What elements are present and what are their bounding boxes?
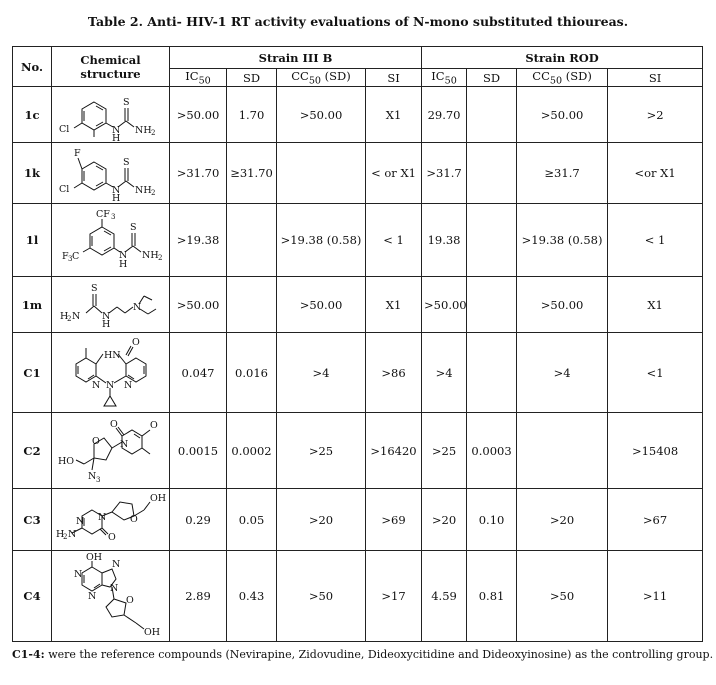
strain1-sd: 0.016 xyxy=(227,333,277,413)
strain1-cc50: >19.38 (0.58) xyxy=(277,204,366,277)
table-row xyxy=(13,143,703,204)
chemical-structure-1k xyxy=(52,143,170,204)
svg-text:N: N xyxy=(87,470,96,482)
svg-text:H: H xyxy=(59,310,68,322)
strain1-si: >17 xyxy=(366,551,422,642)
header-structure: Chemical structure xyxy=(52,47,170,87)
svg-text:O: O xyxy=(149,419,158,431)
svg-text:N: N xyxy=(111,559,120,571)
strain2-ic50: >4 xyxy=(422,333,467,413)
svg-text:2: 2 xyxy=(150,128,155,137)
chemical-structure-c3 xyxy=(52,489,170,551)
svg-text:N: N xyxy=(73,569,82,581)
strain1-ic50: >50.00 xyxy=(170,277,227,333)
svg-text:H: H xyxy=(101,318,110,330)
strain2-ic50: >50.00 xyxy=(422,277,467,333)
compound-id: C3 xyxy=(13,489,52,551)
svg-text:H: H xyxy=(55,528,64,540)
svg-text:N: N xyxy=(118,250,127,262)
strain2-sd xyxy=(467,204,517,277)
header-sd: SD xyxy=(227,69,277,87)
table-row xyxy=(13,413,703,489)
chemical-structure-1c xyxy=(52,87,170,143)
svg-text:S: S xyxy=(90,282,98,294)
compound-id: C4 xyxy=(13,551,52,642)
svg-text:OH: OH xyxy=(143,627,160,639)
strain1-si: < 1 xyxy=(366,204,422,277)
strain1-sd: 0.0002 xyxy=(227,413,277,489)
strain2-sd xyxy=(467,277,517,333)
strain1-si: X1 xyxy=(366,87,422,143)
strain1-sd: 0.05 xyxy=(227,489,277,551)
header-strain-iiib: Strain III B xyxy=(170,47,422,69)
chemical-structure-c4 xyxy=(52,551,170,642)
svg-text:CF: CF xyxy=(95,209,110,221)
svg-text:Cl: Cl xyxy=(58,184,69,196)
strain2-sd: 0.10 xyxy=(467,489,517,551)
chemical-structure-c2 xyxy=(52,413,170,489)
strain2-cc50: >50.00 xyxy=(517,277,608,333)
strain2-sd xyxy=(467,87,517,143)
table-row xyxy=(13,551,703,642)
strain2-cc50: >50.00 xyxy=(517,87,608,143)
strain2-cc50: >4 xyxy=(517,333,608,413)
svg-text:NH: NH xyxy=(134,124,152,136)
header-ic50: $IC_{50}$ xyxy=(422,69,467,87)
strain1-si: >16420 xyxy=(366,413,422,489)
chemical-structure-1l xyxy=(52,204,170,277)
svg-text:F: F xyxy=(73,148,81,160)
svg-text:H: H xyxy=(111,193,120,205)
svg-text:3: 3 xyxy=(95,475,100,484)
header-sd: SD xyxy=(467,69,517,87)
strain2-si: < 1 xyxy=(608,204,703,277)
strain2-cc50: >50 xyxy=(517,551,608,642)
compound-id: 1k xyxy=(13,143,52,204)
strain1-ic50: >31.70 xyxy=(170,143,227,204)
svg-text:O: O xyxy=(91,435,100,447)
strain2-ic50: 29.70 xyxy=(422,87,467,143)
svg-text:N: N xyxy=(75,515,84,527)
strain1-si: >69 xyxy=(366,489,422,551)
strain2-cc50 xyxy=(517,413,608,489)
strain1-si: < or X1 xyxy=(366,143,422,204)
strain1-cc50 xyxy=(277,143,366,204)
svg-text:O: O xyxy=(109,418,118,430)
strain1-sd: 0.43 xyxy=(227,551,277,642)
svg-text:H: H xyxy=(118,259,127,271)
strain2-sd xyxy=(467,143,517,204)
strain2-sd xyxy=(467,333,517,413)
svg-text:N: N xyxy=(67,528,76,540)
table-row xyxy=(13,87,703,143)
svg-text:3: 3 xyxy=(110,213,115,222)
strain1-cc50: >4 xyxy=(277,333,366,413)
svg-text:Cl: Cl xyxy=(58,123,69,135)
strain2-ic50: 4.59 xyxy=(422,551,467,642)
compound-id: C2 xyxy=(13,413,52,489)
svg-text:S: S xyxy=(122,96,130,108)
svg-text:O: O xyxy=(131,336,140,348)
strain2-ic50: 19.38 xyxy=(422,204,467,277)
header-si: SI xyxy=(608,69,703,87)
strain1-si: X1 xyxy=(366,277,422,333)
svg-text:2: 2 xyxy=(66,314,71,323)
svg-text:2: 2 xyxy=(150,189,155,198)
table-row xyxy=(13,489,703,551)
svg-text:N: N xyxy=(109,583,118,595)
strain1-cc50: >50 xyxy=(277,551,366,642)
strain2-si: <1 xyxy=(608,333,703,413)
strain2-si: >15408 xyxy=(608,413,703,489)
strain2-cc50: >20 xyxy=(517,489,608,551)
strain2-sd: 0.0003 xyxy=(467,413,517,489)
table-row xyxy=(13,333,703,413)
svg-text:N: N xyxy=(101,310,110,322)
strain1-ic50: 0.047 xyxy=(170,333,227,413)
svg-text:NH: NH xyxy=(134,185,152,197)
svg-text:HN: HN xyxy=(103,349,121,361)
strain2-si: <or X1 xyxy=(608,143,703,204)
strain1-sd xyxy=(227,204,277,277)
strain2-si: >67 xyxy=(608,489,703,551)
svg-text:N: N xyxy=(132,301,141,313)
header-no: No. xyxy=(13,47,52,87)
strain1-ic50: 0.29 xyxy=(170,489,227,551)
strain1-ic50: 2.89 xyxy=(170,551,227,642)
strain2-ic50: >31.7 xyxy=(422,143,467,204)
strain2-ic50: >20 xyxy=(422,489,467,551)
header-cc50: $CC_{50}$ (SD) xyxy=(277,69,366,87)
table-row xyxy=(13,204,703,277)
strain1-cc50: >25 xyxy=(277,413,366,489)
strain1-sd: ≥31.70 xyxy=(227,143,277,204)
strain1-cc50: >50.00 xyxy=(277,277,366,333)
chemical-structure-c1 xyxy=(52,333,170,413)
svg-text:N: N xyxy=(123,379,132,391)
activity-table xyxy=(12,46,703,642)
svg-text:OH: OH xyxy=(85,552,102,564)
strain2-si: >11 xyxy=(608,551,703,642)
svg-text:N: N xyxy=(91,379,100,391)
svg-text:S: S xyxy=(122,157,130,169)
table-title: Table 2. Anti- HIV-1 RT activity evaluations of N-mono substituted thioureas. xyxy=(87,14,629,29)
svg-text:H: H xyxy=(111,132,120,144)
footnote: C1-4: were the reference compounds (Nevirapine, Zidovudine, Dideoxycitidine and Dideoxyinosine) as the controlling group. xyxy=(12,648,714,661)
svg-text:3: 3 xyxy=(67,255,72,264)
header-cc50: $CC_{50}$ (SD) xyxy=(517,69,608,87)
strain1-ic50: 0.0015 xyxy=(170,413,227,489)
compound-id: 1l xyxy=(13,204,52,277)
strain2-cc50: >19.38 (0.58) xyxy=(517,204,608,277)
strain1-ic50: >19.38 xyxy=(170,204,227,277)
svg-text:N: N xyxy=(97,511,106,523)
strain1-cc50: >20 xyxy=(277,489,366,551)
chemical-structure-1m xyxy=(52,277,170,333)
svg-text:HO: HO xyxy=(57,455,74,467)
svg-text:NH: NH xyxy=(141,250,159,262)
strain2-si: X1 xyxy=(608,277,703,333)
compound-id: C1 xyxy=(13,333,52,413)
svg-text:N: N xyxy=(119,438,128,450)
table-row xyxy=(13,277,703,333)
svg-text:2: 2 xyxy=(157,254,162,263)
svg-text:F: F xyxy=(61,251,69,263)
strain2-si: >2 xyxy=(608,87,703,143)
svg-text:O: O xyxy=(129,513,138,525)
strain2-ic50: >25 xyxy=(422,413,467,489)
svg-text:2: 2 xyxy=(62,532,67,541)
strain2-cc50: ≥31.7 xyxy=(517,143,608,204)
svg-text:N: N xyxy=(87,591,96,603)
svg-text:N: N xyxy=(105,379,114,391)
compound-id: 1m xyxy=(13,277,52,333)
strain1-cc50: >50.00 xyxy=(277,87,366,143)
svg-text:O: O xyxy=(107,531,116,543)
svg-text:N: N xyxy=(111,124,120,136)
header-ic50: $IC_{50}$ xyxy=(170,69,227,87)
strain1-sd xyxy=(227,277,277,333)
compound-id: 1c xyxy=(13,87,52,143)
header-strain-rod: Strain ROD xyxy=(422,47,703,69)
strain1-sd: 1.70 xyxy=(227,87,277,143)
svg-text:OH: OH xyxy=(149,492,166,504)
svg-text:O: O xyxy=(125,595,134,607)
strain2-sd: 0.81 xyxy=(467,551,517,642)
svg-text:S: S xyxy=(129,222,137,234)
svg-text:N: N xyxy=(111,185,120,197)
svg-text:C: C xyxy=(71,251,79,263)
strain1-si: >86 xyxy=(366,333,422,413)
strain1-ic50: >50.00 xyxy=(170,87,227,143)
header-si: SI xyxy=(366,69,422,87)
svg-text:N: N xyxy=(71,310,80,322)
